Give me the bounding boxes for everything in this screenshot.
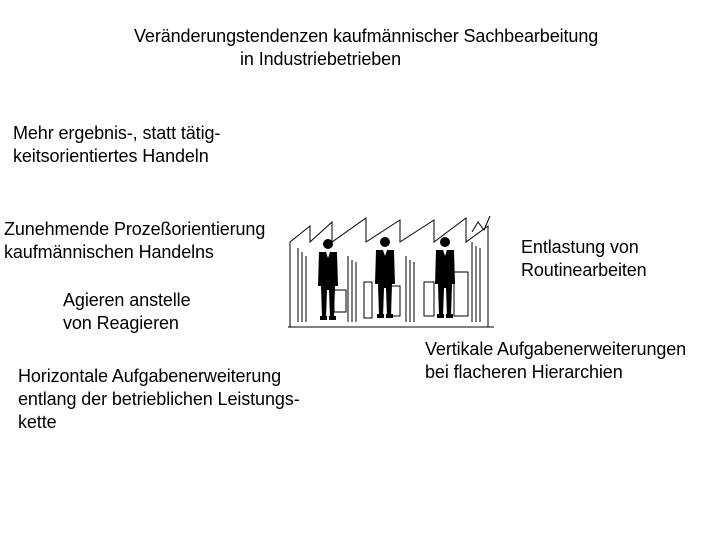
point-line: entlang der betrieblichen Leistungs-: [18, 389, 300, 409]
point-line: Vertikale Aufgabenerweiterungen: [425, 339, 687, 359]
point-line: Entlastung von: [521, 237, 639, 257]
point-line: Horizontale Aufgabenerweiterung: [18, 366, 282, 386]
point-line: keitsorientiertes Handeln: [13, 146, 209, 166]
point-routine-relief: [521, 236, 647, 282]
point-vertical-extension: [425, 338, 686, 384]
slide-title: [134, 25, 598, 71]
point-line: Agieren anstelle: [63, 290, 191, 310]
point-result-oriented: [13, 122, 220, 168]
point-process-orientation: [4, 218, 265, 264]
point-horizontal-extension: [18, 365, 300, 434]
point-line: Routinearbeiten: [521, 260, 647, 280]
point-line: kaufmännischen Handelns: [4, 242, 214, 262]
point-line: Zunehmende Prozeßorientierung: [4, 219, 266, 239]
point-line: Mehr ergebnis-, statt tätig-: [13, 123, 221, 143]
three-businessmen-factory-icon: [288, 212, 494, 330]
point-acting: [63, 289, 191, 335]
point-line: von Reagieren: [63, 313, 179, 333]
point-line: bei flacheren Hierarchien: [425, 362, 623, 382]
point-line: kette: [18, 412, 57, 432]
title-line-2: in Industriebetrieben: [240, 49, 402, 69]
title-line-1: Veränderungstendenzen kaufmännischer Sachbearbeitung: [134, 26, 599, 46]
